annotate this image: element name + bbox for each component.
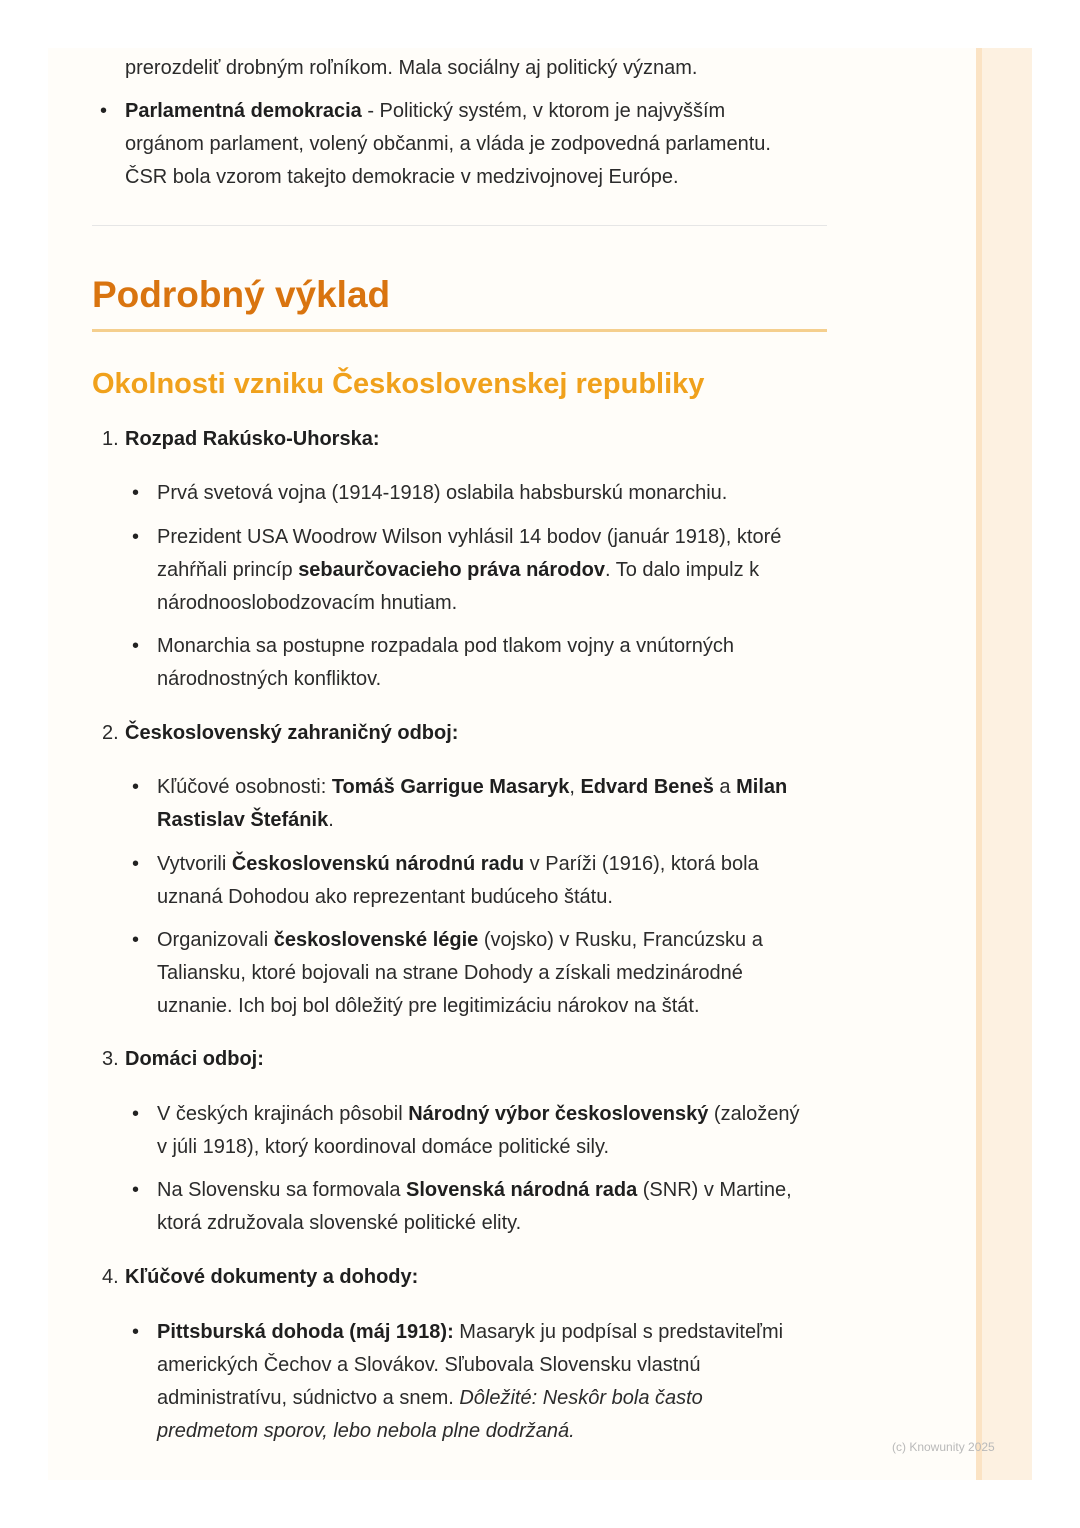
list-item: • Na Slovensku sa formovala Slovenská národná rada (SNR) v Martine, ktorá združovala slovenské politické elity.: [92, 1174, 792, 1240]
section-divider: [92, 225, 827, 226]
list-item-1-heading: 1. Rozpad Rakúsko-Uhorska:: [102, 428, 380, 450]
list-item: • Organizovali československé légie (vojsko) v Rusku, Francúzsku a Taliansku, ktoré bojovali na strane Dohody a získali medzinárodné uznanie. Ich boj bol dôležitý pre legitimizáciu nárokov na štát.: [92, 924, 763, 1023]
list-item: • Kľúčové osobnosti: Tomáš Garrigue Masaryk, Edvard Beneš a Milan Rastislav Štefánik.: [92, 771, 787, 837]
bullet-parlamentna-demokracia: • Parlamentná demokracia - Politický systém, v ktorom je najvyšším orgánom parlament, volený občanmi, a vláda je zodpovedná parlamentu. ČSR bola vzorom takejto demokracie v medzivojnovej Európe.: [92, 95, 865, 194]
section-title-underline: [92, 329, 827, 332]
list-item: • Prvá svetová vojna (1914-1918) oslabila habsburskú monarchiu.: [92, 477, 727, 510]
list-item: • Monarchia sa postupne rozpadala pod tlakom vojny a vnútorných národnostných konfliktov.: [92, 630, 734, 696]
list-item-2-heading: 2. Československý zahraničný odboj:: [102, 722, 459, 744]
list-item: • Prezident USA Woodrow Wilson vyhlásil 14 bodov (január 1918), ktoré zahŕňali princíp sebaurčovacieho práva národov. To dalo impulz k národnooslobodzovacím hnutiam.: [92, 521, 781, 620]
list-item: • Pittsburská dohoda (máj 1918): Masaryk ju podpísal s predstaviteľmi amerických Čechov a Slovákov. Sľubovala Slovensku vlastnú administratívu, súdnictvo a snem. Dôležité: Neskôr bola často predmetom sporov, lebo nebola plne dodržaná.: [92, 1316, 783, 1448]
list-item-3-heading: 3. Domáci odboj:: [102, 1048, 264, 1070]
section-title: Podrobný výklad: [92, 274, 391, 315]
list-item: • V českých krajinách pôsobil Národný výbor československý (založený v júli 1918), ktorý koordinoval domáce politické sily.: [92, 1098, 800, 1164]
intro-continuation: prerozdeliť drobným roľníkom. Mala sociálny aj politický význam.: [125, 57, 698, 79]
page-edge-strip: [976, 48, 1032, 1480]
list-item-4-heading: 4. Kľúčové dokumenty a dohody:: [102, 1266, 419, 1288]
copyright-watermark: (c) Knowunity 2025: [892, 1440, 995, 1454]
list-item: • Vytvorili Československú národnú radu v Paríži (1916), ktorá bola uznaná Dohodou ako reprezentant budúceho štátu.: [92, 848, 759, 914]
subsection-title: Okolnosti vzniku Československej republiky: [92, 368, 705, 400]
